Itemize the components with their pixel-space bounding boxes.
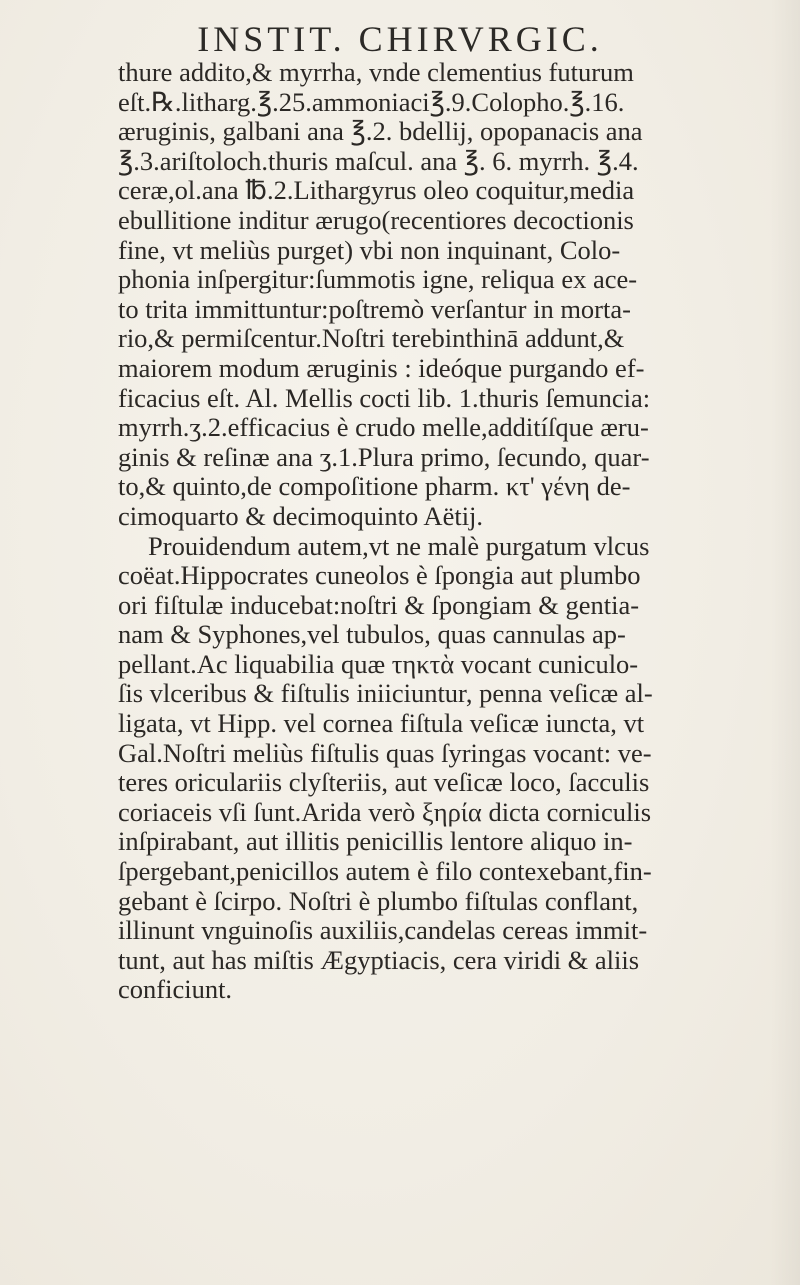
page-edge-shadow bbox=[770, 0, 800, 1285]
text-line: teres oriculariis clyſteriis, aut veſicæ loco, ſacculis bbox=[118, 767, 650, 798]
text-line: conficiunt. bbox=[118, 974, 233, 1005]
text-line: ori fiſtulæ inducebat:noſtri & ſpongiam & gentia- bbox=[118, 589, 640, 620]
text-line: maiorem modum æruginis : ideóque purgando ef- bbox=[118, 352, 645, 383]
text-line: ginis & reſinæ ana ʒ.1.Plura primo, ſecundo, quar- bbox=[118, 441, 650, 472]
running-header: INSTIT. CHIRVRGIC. bbox=[197, 19, 603, 59]
text-line: ligata, vt Hipp. vel cornea fiſtula veſicæ iuncta, vt bbox=[118, 708, 645, 739]
text-line: gebant è ſcirpo. Noſtri è plumbo fiſtulas conflant, bbox=[118, 885, 639, 916]
text-line: coriaceis vſi ſunt.Arida verò ξηρία dicta corniculis bbox=[118, 796, 652, 827]
text-line: tunt, aut has miſtis Ægyptiacis, cera viridi & aliis bbox=[118, 944, 640, 975]
paragraph-start-line: Prouidendum autem,vt ne malè purgatum vlcus bbox=[148, 530, 650, 561]
text-line: coëat.Hippocrates cuneolos è ſpongia aut plumbo bbox=[118, 560, 641, 591]
text-line: to,& quinto,de compoſitione pharm. κτ' γένη de- bbox=[118, 471, 631, 502]
text-line: ℥.3.ariſtoloch.thuris maſcul. ana ℥. 6. myrrh. ℥.4. bbox=[118, 145, 639, 176]
text-line: nam & Syphones,vel tubulos, quas cannulas ap- bbox=[118, 619, 626, 650]
text-line: ſpergebant,penicillos autem è filo contexebant,fin- bbox=[118, 856, 652, 887]
text-line: fine, vt meliùs purget) vbi non inquinant, Colo- bbox=[118, 234, 621, 265]
text-line: rio,& permiſcentur.Noſtri terebinthinā addunt,& bbox=[118, 323, 625, 354]
text-line: ficacius eſt. Al. Mellis cocti lib. 1.thuris ſemuncia: bbox=[118, 382, 651, 413]
text-line: eſt.℞.litharg.℥.25.ammoniaci℥.9.Colopho.℥.16. bbox=[118, 86, 625, 117]
text-line: illinunt vnguinoſis auxiliis,candelas cereas immit- bbox=[118, 915, 648, 946]
text-line: phonia inſpergitur:ſummotis igne, reliqua ex ace- bbox=[118, 264, 638, 295]
text-line: thure addito,& myrrha, vnde clementius futurum bbox=[118, 57, 634, 87]
text-line: myrrh.ʒ.2.efficacius è crudo melle,additíſque æru- bbox=[118, 412, 649, 443]
text-line: ſis vlceribus & fiſtulis iniiciuntur, penna veſicæ al- bbox=[118, 678, 653, 709]
text-line: to trita immittuntur:poſtremò verſantur in morta- bbox=[118, 293, 631, 324]
text-line: ebullitione inditur ærugo(recentiores decoctionis bbox=[118, 204, 634, 235]
text-line: Gal.Noſtri meliùs fiſtulis quas ſyringas vocant: ve- bbox=[118, 737, 652, 768]
text-line: cimoquarto & decimoquinto Aëtij. bbox=[118, 500, 484, 531]
body-text bbox=[118, 58, 778, 1005]
text-line: ceræ,ol.ana ℔.2.Lithargyrus oleo coquitur,media bbox=[118, 175, 635, 206]
text-line: pellant.Ac liquabilia quæ τηκτὰ vocant cuniculo- bbox=[118, 648, 639, 679]
text-line: inſpirabant, aut illitis penicillis lentore aliquo in- bbox=[118, 826, 633, 857]
text-line: æruginis, galbani ana ℥.2. bdellij, opopanacis ana bbox=[118, 116, 643, 147]
